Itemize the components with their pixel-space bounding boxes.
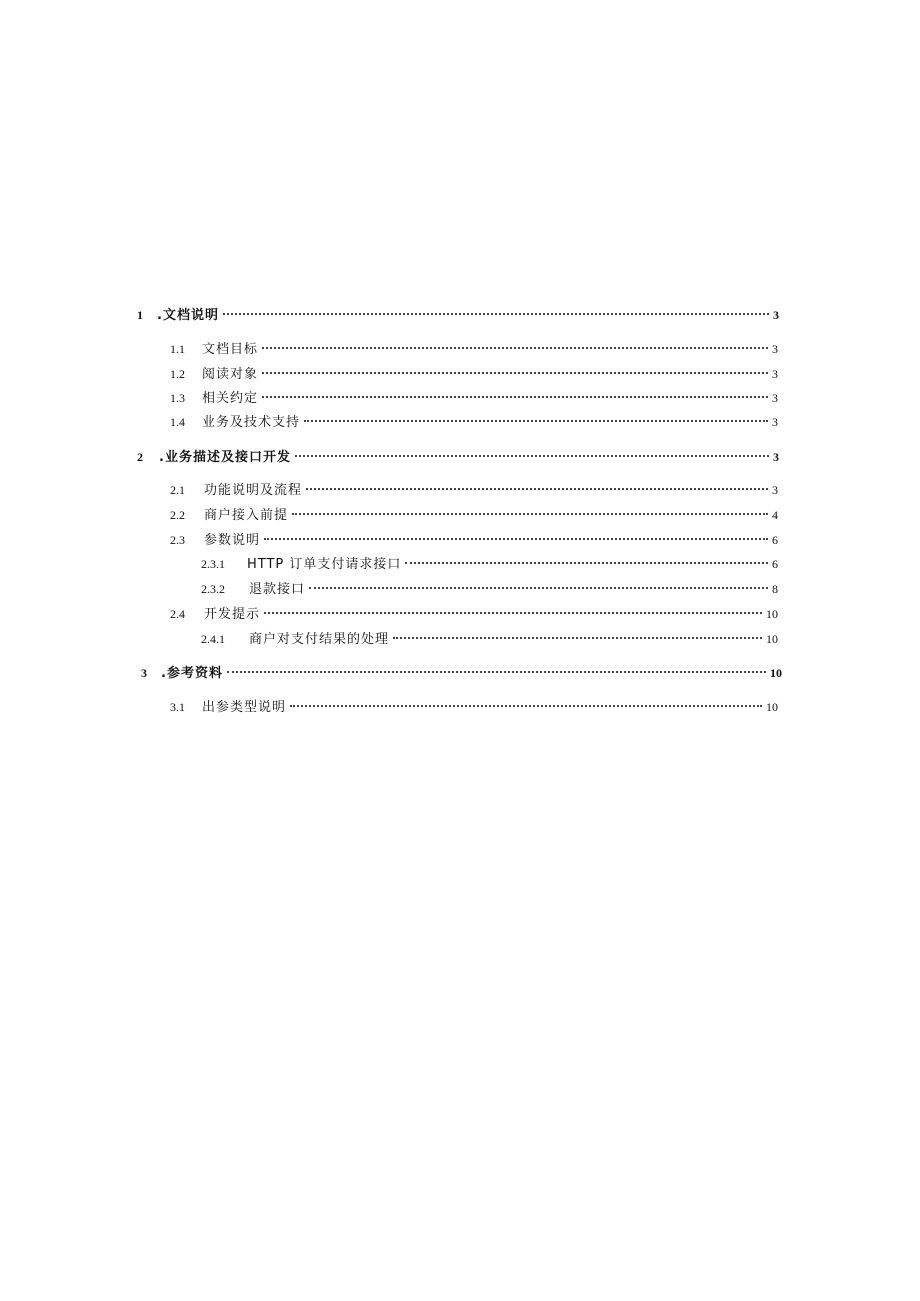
toc-title: .参考资料 <box>161 666 223 681</box>
toc-page-number: 10 <box>770 666 782 680</box>
toc-entry-1[interactable] <box>137 306 779 325</box>
toc-page-number: 3 <box>772 391 778 405</box>
toc-leader-dots <box>393 637 762 639</box>
toc-number: 2.1 <box>170 483 185 497</box>
toc-entry-1-2[interactable] <box>170 365 778 384</box>
toc-page-number: 3 <box>772 483 778 497</box>
toc-number: 3 <box>141 666 147 680</box>
toc-title: 文档目标 <box>202 342 259 357</box>
toc-page-number: 10 <box>766 632 778 646</box>
toc-number: 1.2 <box>170 367 185 381</box>
toc-title: 商户对支付结果的处理 <box>249 632 390 647</box>
toc-number: 2.3 <box>170 533 185 547</box>
toc-title: 参数说明 <box>204 533 261 548</box>
toc-entry-1-1[interactable] <box>170 340 778 359</box>
toc-entry-1-4[interactable] <box>170 413 778 432</box>
toc-page-number: 10 <box>766 700 778 714</box>
toc-entry-1-3[interactable] <box>170 389 778 408</box>
toc-entry-2-1[interactable] <box>170 481 778 500</box>
toc-page-number: 4 <box>772 508 778 522</box>
toc-title: 阅读对象 <box>202 367 259 382</box>
toc-number: 2.2 <box>170 508 185 522</box>
toc-leader-dots <box>292 513 768 515</box>
toc-title: 商户接入前提 <box>204 508 289 523</box>
toc-number: 2.3.1 <box>201 557 225 571</box>
toc-title: 出参类型说明 <box>202 700 287 715</box>
toc-number: 1.3 <box>170 391 185 405</box>
toc-entry-2[interactable] <box>137 448 779 467</box>
toc-leader-dots <box>304 420 768 422</box>
toc-entry-2-2[interactable] <box>170 506 778 525</box>
toc-leader-dots <box>309 587 768 589</box>
toc-number: 1.1 <box>170 342 185 356</box>
toc-leader-dots <box>227 671 766 673</box>
toc-leader-dots <box>264 612 762 614</box>
toc-title: HTTP 订单支付请求接口 <box>247 557 402 572</box>
toc-leader-dots <box>306 488 768 490</box>
toc-leader-dots <box>262 372 768 374</box>
toc-entry-2-3-1[interactable] <box>201 555 778 574</box>
toc-title: 相关约定 <box>202 391 259 406</box>
toc-title: 开发提示 <box>204 607 261 622</box>
toc-leader-dots <box>295 455 769 457</box>
toc-entry-2-4-1[interactable] <box>201 630 778 649</box>
toc-page-number: 3 <box>772 367 778 381</box>
toc-page-number: 3 <box>772 415 778 429</box>
toc-number: 1.4 <box>170 415 185 429</box>
toc-number: 2.4.1 <box>201 632 225 646</box>
toc-page-number: 3 <box>773 450 779 464</box>
toc-page-number: 3 <box>773 308 779 322</box>
toc-entry-3[interactable] <box>141 664 782 683</box>
toc-leader-dots <box>223 313 769 315</box>
toc-entry-2-3[interactable] <box>170 531 778 550</box>
toc-leader-dots <box>262 347 768 349</box>
toc-leader-dots <box>264 538 768 540</box>
toc-page-number: 10 <box>766 607 778 621</box>
toc-leader-dots <box>262 396 768 398</box>
toc-entry-2-3-2[interactable] <box>201 580 778 599</box>
toc-title: 业务及技术支持 <box>202 415 301 430</box>
toc-page-number: 8 <box>772 582 778 596</box>
toc-number: 2.4 <box>170 607 185 621</box>
toc-title: 功能说明及流程 <box>204 483 303 498</box>
toc-leader-dots <box>290 705 762 707</box>
toc-number: 1 <box>137 308 143 322</box>
toc-title: 退款接口 <box>249 582 306 597</box>
toc-page-number: 3 <box>772 342 778 356</box>
toc-page-number: 6 <box>772 533 778 547</box>
toc-leader-dots <box>405 562 768 564</box>
toc-number: 2 <box>137 450 143 464</box>
toc-page-number: 6 <box>772 557 778 571</box>
toc-number: 3.1 <box>170 700 185 714</box>
toc-title: .文档说明 <box>157 308 219 323</box>
toc-number: 2.3.2 <box>201 582 225 596</box>
toc-entry-2-4[interactable] <box>170 605 778 624</box>
toc-title: .业务描述及接口开发 <box>159 450 291 465</box>
toc-entry-3-1[interactable] <box>170 698 778 717</box>
